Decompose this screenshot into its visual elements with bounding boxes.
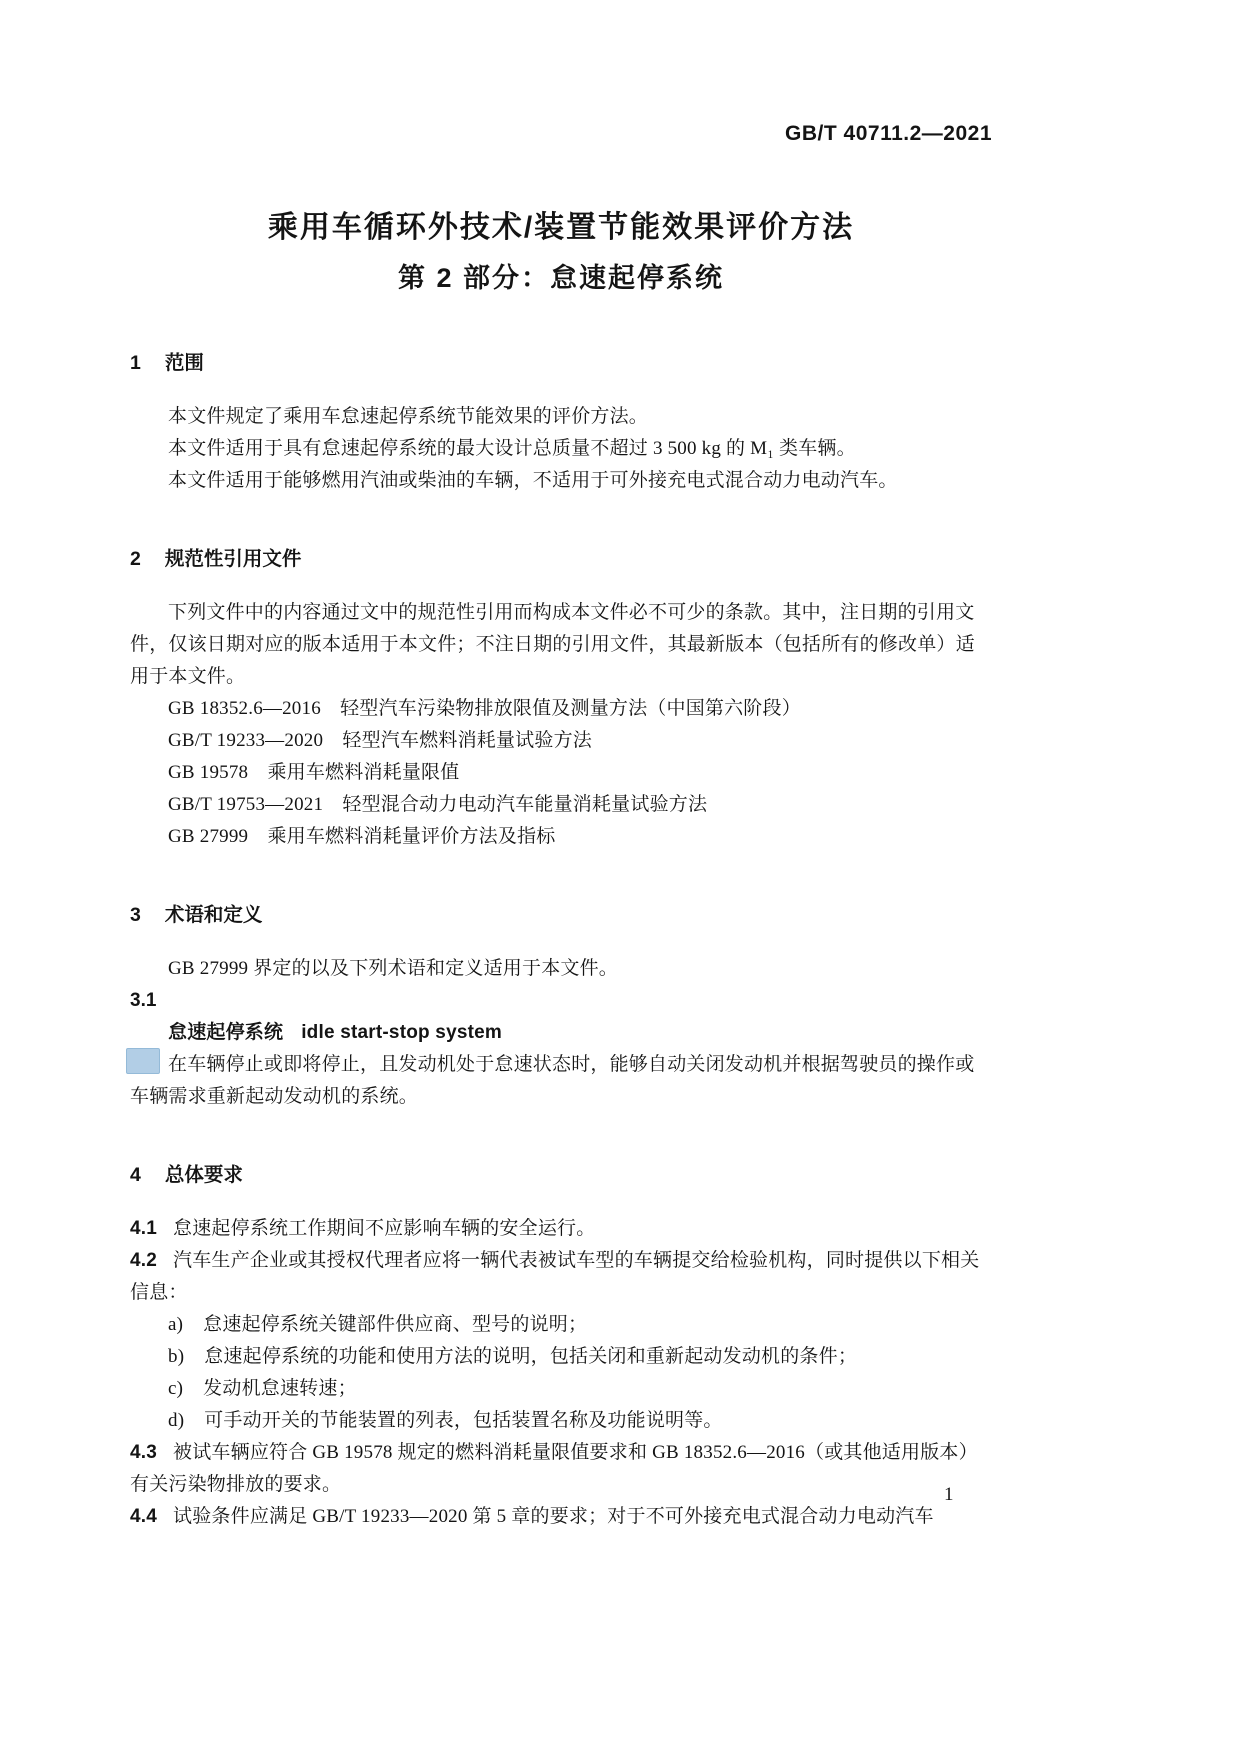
reference-item: GB/T 19753—2021 轻型混合动力电动汽车能量消耗量试验方法 [168, 794, 708, 815]
section-1-heading [130, 347, 992, 375]
list-item-label: b) [168, 1346, 185, 1367]
clause-number: 4.4 [130, 1506, 158, 1527]
section-2-number: 2 [130, 548, 141, 570]
list-item-text: 怠速起停系统关键部件供应商、型号的说明； [203, 1314, 588, 1335]
clause-number: 4.3 [130, 1442, 158, 1463]
document-title-line2: 第 2 部分：怠速起停系统 [397, 263, 725, 293]
section-4-number: 4 [130, 1164, 141, 1186]
section-1-title: 范围 [164, 352, 204, 374]
clause-text: 汽车生产企业或其授权代理者应将一辆代表被试车型的车辆提交给检验机构，同时提供以下相关信息： [130, 1250, 980, 1303]
paragraph: GB 27999 界定的以及下列术语和定义适用于本文件。 [168, 958, 618, 979]
digital-stamp-watermark [126, 1048, 160, 1074]
term-number: 3.1 [130, 990, 157, 1011]
doc-number: GB/T 40711.2—2021 [785, 122, 992, 145]
paragraph: 本文件适用于具有怠速起停系统的最大设计总质量不超过 3 500 kg 的 M₁ 类车辆。 [168, 438, 856, 459]
page-number: 1 [944, 1484, 954, 1505]
clause-number: 4.2 [130, 1250, 158, 1271]
term-chinese: 怠速起停系统 [168, 1022, 284, 1043]
paragraph: 本文件适用于能够燃用汽油或柴油的车辆，不适用于可外接充电式混合动力电动汽车。 [168, 470, 898, 491]
section-3-heading [130, 899, 992, 927]
term-entry [130, 1017, 992, 1049]
clause [130, 1245, 992, 1309]
list-item-label: a) [168, 1314, 184, 1335]
clause [130, 1437, 992, 1501]
section-4-title: 总体要求 [164, 1164, 243, 1186]
section-3-number: 3 [130, 904, 141, 926]
reference-item: GB/T 19233—2020 轻型汽车燃料消耗量试验方法 [168, 730, 592, 751]
document-title-line1: 乘用车循环外技术/装置节能效果评价方法 [267, 211, 855, 244]
section-1-number: 1 [130, 352, 141, 374]
clause-text: 试验条件应满足 GB/T 19233—2020 第 5 章的要求；对于不可外接充电式混合动力电动汽车 [173, 1506, 934, 1527]
clause-text: 怠速起停系统工作期间不应影响车辆的安全运行。 [173, 1218, 596, 1239]
list-item-label: c) [168, 1378, 184, 1399]
term-english: idle start-stop system [301, 1022, 502, 1043]
list-item-text: 发动机怠速转速； [203, 1378, 357, 1399]
list-item [130, 1373, 992, 1405]
clause [130, 1213, 992, 1245]
reference-item: GB 19578 乘用车燃料消耗量限值 [168, 762, 460, 783]
clause-text: 被试车辆应符合 GB 19578 规定的燃料消耗量限值要求和 GB 18352.6—2016（或其他适用版本）有关污染物排放的要求。 [130, 1442, 978, 1495]
term-definition: 在车辆停止或即将停止，且发动机处于怠速状态时，能够自动关闭发动机并根据驾驶员的操作或车辆需求重新起动发动机的系统。 [130, 1054, 975, 1107]
paragraph: 下列文件中的内容通过文中的规范性引用而构成本文件必不可少的条款。其中，注日期的引用文件，仅该日期对应的版本适用于本文件；不注日期的引用文件，其最新版本（包括所有的修改单）适用于本文件。 [130, 602, 975, 687]
section-4-heading [130, 1159, 992, 1187]
list-item-text: 可手动开关的节能装置的列表，包括装置名称及功能说明等。 [204, 1410, 723, 1431]
list-item [130, 1309, 992, 1341]
reference-item: GB 18352.6—2016 轻型汽车污染物排放限值及测量方法（中国第六阶段） [168, 698, 801, 719]
list-item-label: d) [168, 1410, 185, 1431]
list-item [130, 1341, 992, 1373]
list-item-text: 怠速起停系统的功能和使用方法的说明，包括关闭和重新起动发动机的条件； [204, 1346, 858, 1367]
list-item [130, 1405, 992, 1437]
clause-number: 4.1 [130, 1218, 158, 1239]
section-2-title: 规范性引用文件 [164, 548, 302, 570]
section-2-heading [130, 543, 992, 571]
paragraph: 本文件规定了乘用车怠速起停系统节能效果的评价方法。 [168, 406, 649, 427]
clause [130, 1501, 992, 1533]
page-content [130, 0, 992, 1533]
section-3-title: 术语和定义 [164, 904, 263, 926]
reference-item: GB 27999 乘用车燃料消耗量评价方法及指标 [168, 826, 556, 847]
